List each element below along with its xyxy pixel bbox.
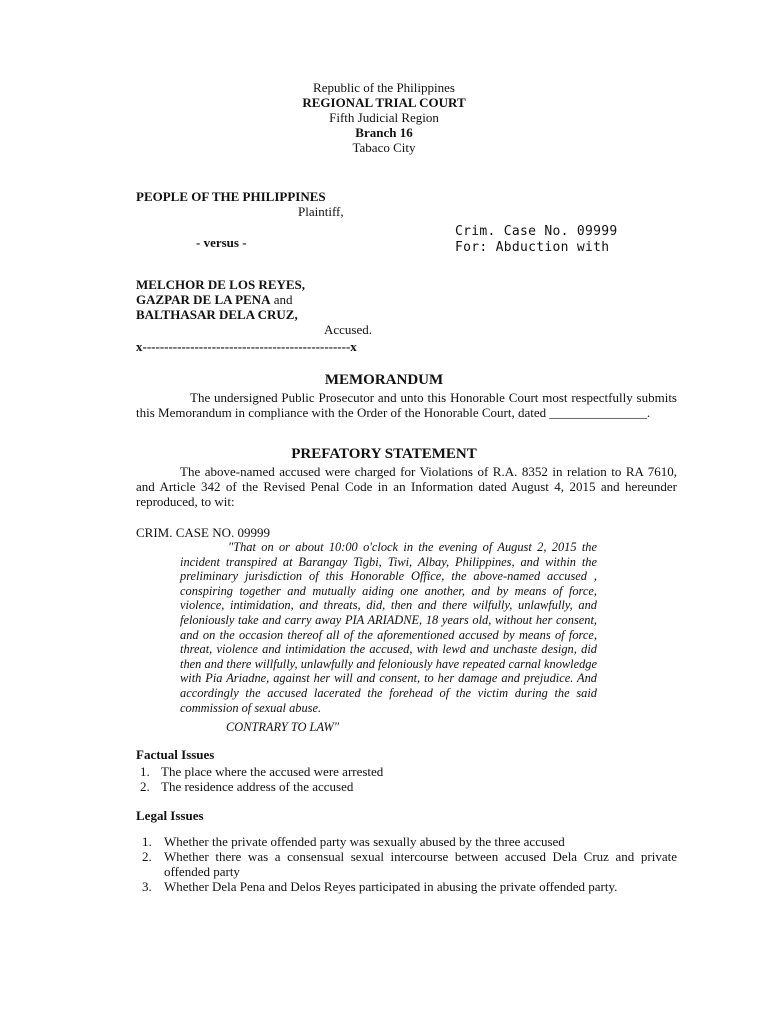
list-text: Whether Dela Pena and Delos Reyes participated in abusing the private offended party. bbox=[164, 879, 618, 894]
header-branch: Branch 16 bbox=[355, 125, 413, 140]
factual-issues-list bbox=[140, 764, 677, 794]
legal-issues-list bbox=[142, 834, 677, 894]
legal-issues-title: Legal Issues bbox=[136, 808, 204, 823]
list-number: 3. bbox=[142, 879, 152, 894]
factual-issues-title: Factual Issues bbox=[136, 747, 215, 762]
case-label: CRIM. CASE NO. 09999 bbox=[136, 525, 270, 540]
information-quote: "That on or about 10:00 o'clock in the evening of August 2, 2015 the incident transpired at Barangay Tigbi, Tiwi, Albay, Philippines, and within the preliminary jurisdiction of this Honorable Office, the above-named accused , conspiring together and mutually aiding one another, and by means of force, violence, intimidation, and threats, did, then and there wilfully, unlawfully, and feloniously take and carry away PIA ARIADNE, 18 years old, without her consent, and on the occasion thereof all of the aforementioned accused by means of force, threat, violence and intimidation the accused, with lewd and unchaste design, did then and there willfully, unlawfully and feloniously have repeated carnal knowledge with Pia Ariadne, against her will and consent, to her damage and prejudice. And accordingly the accused lacerated the forehead of the victim during the said commission of sexual abuse. bbox=[180, 540, 597, 715]
plaintiff-name: PEOPLE OF THE PHILIPPINES bbox=[136, 189, 326, 204]
list-item bbox=[142, 834, 677, 849]
memorandum-title: MEMORANDUM bbox=[324, 372, 444, 388]
list-number: 2. bbox=[142, 849, 152, 864]
header-court: REGIONAL TRIAL COURT bbox=[302, 95, 466, 110]
list-item bbox=[142, 879, 677, 894]
header-region: Fifth Judicial Region bbox=[329, 110, 439, 125]
list-item bbox=[140, 779, 677, 794]
memorandum-body: The undersigned Public Prosecutor and unto this Honorable Court most respectfully submits this Memorandum in compliance with the Order of the Honorable Court, dated _______________. bbox=[136, 390, 677, 420]
plaintiff-role: Plaintiff, bbox=[298, 204, 344, 219]
versus-label: - versus - bbox=[196, 235, 247, 250]
accused-role: Accused. bbox=[324, 322, 373, 337]
list-item bbox=[142, 849, 677, 879]
caption-separator: x------------------------------------------------x bbox=[136, 339, 357, 354]
list-item bbox=[140, 764, 677, 779]
list-number: 1. bbox=[142, 834, 152, 849]
list-number: 1. bbox=[140, 764, 150, 779]
list-text: Whether there was a consensual sexual intercourse between accused Dela Cruz and private offended party bbox=[164, 849, 677, 879]
case-for bbox=[455, 240, 635, 262]
case-for-text: For: Abduction with bbox=[455, 240, 610, 255]
court-header bbox=[0, 80, 768, 155]
accused-3: BALTHASAR DELA CRUZ, bbox=[136, 307, 298, 322]
list-text: The place where the accused were arrested bbox=[161, 764, 384, 779]
accused-2 bbox=[136, 292, 293, 308]
contrary-to-law: CONTRARY TO LAW" bbox=[226, 720, 340, 734]
accused-1: MELCHOR DE LOS REYES, bbox=[136, 277, 306, 292]
accused-2-name: GAZPAR DE LA PENA bbox=[136, 292, 271, 307]
prefatory-body: The above-named accused were charged for Violations of R.A. 8352 in relation to RA 7610, and Article 342 of the Revised Penal Code in an Information dated August 4, 2015 and hereunder reproduced, to wit: bbox=[136, 464, 677, 509]
list-text: The residence address of the accused bbox=[161, 779, 354, 794]
case-number: Crim. Case No. 09999 bbox=[455, 224, 618, 239]
prefatory-title: PREFATORY STATEMENT bbox=[291, 446, 477, 462]
list-text: Whether the private offended party was sexually abused by the three accused bbox=[164, 834, 565, 849]
list-number: 2. bbox=[140, 779, 150, 794]
header-republic: Republic of the Philippines bbox=[313, 80, 455, 95]
header-city: Tabaco City bbox=[352, 140, 416, 155]
accused-2-and: and bbox=[273, 292, 293, 307]
